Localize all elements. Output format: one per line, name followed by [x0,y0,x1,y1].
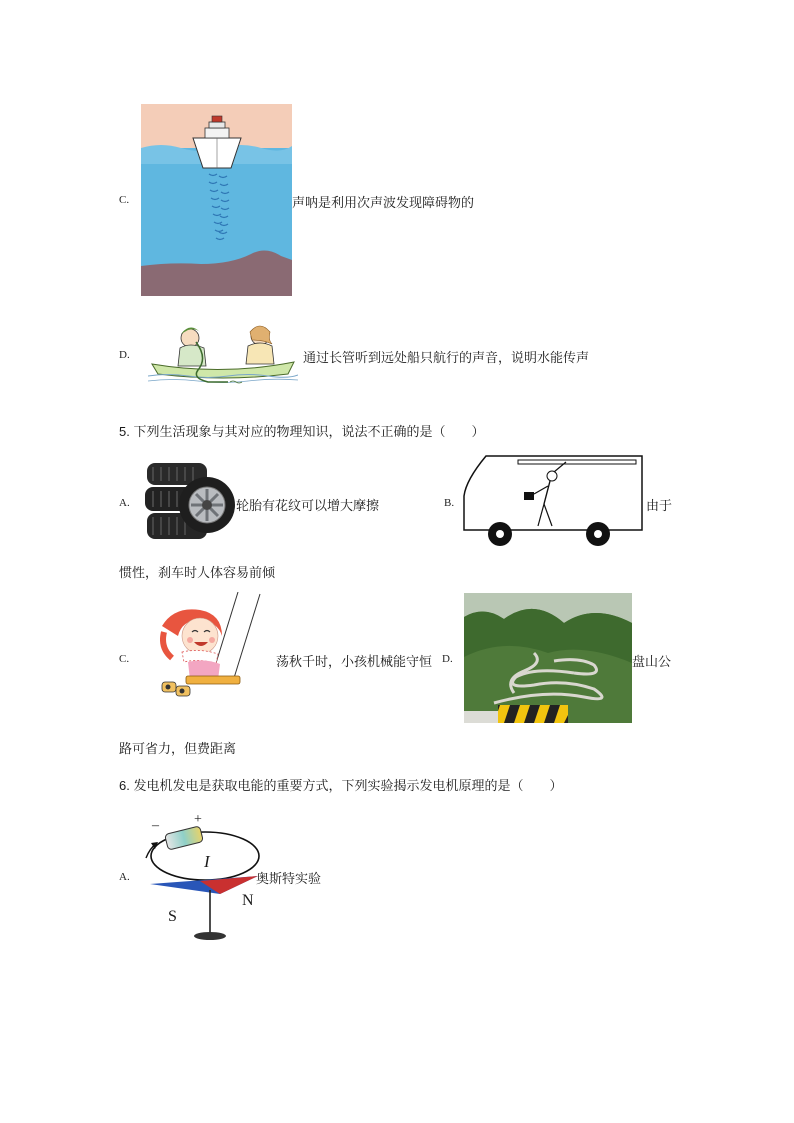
option-c-label: C. [119,194,130,206]
option-d-tube-text: 通过长管听到远处船只航行的声音，说明水能传声 [303,350,590,365]
q5-option-b-text-part1: 由于 [646,498,673,513]
option-c-sonar-text: 声呐是利用次声波发现障碍物的 [292,195,475,210]
current-label: I [204,852,210,871]
battery-minus-sign: – [152,818,159,833]
south-pole-label: S [168,908,177,925]
q5-option-d-text-part1: 盘山公 [632,654,672,669]
oersted-experiment-diagram [140,812,260,944]
boat-listening-image [148,318,298,386]
q5-option-c-label: C. [119,653,130,665]
q6-option-a-label: A. [119,871,130,883]
battery-plus-sign: + [194,812,202,827]
sonar-ship-image [141,104,292,296]
question-5-stem: 5. 下列生活现象与其对应的物理知识，说法不正确的是（ ） [119,424,485,439]
north-pole-label: N [242,892,254,909]
q5-option-b-text-part2: 惯性，刹车时人体容易前倾 [119,565,276,580]
q6-option-a-text: 奥斯特实验 [256,871,322,886]
question-6-stem: 6. 发电机发电是获取电能的重要方式，下列实验揭示发电机原理的是（ ） [119,778,563,793]
q5-option-a-text: 轮胎有花纹可以增大摩擦 [236,498,380,513]
van-braking-image [462,452,644,550]
option-d-label: D. [119,349,130,361]
q5-option-d-label: D. [442,653,453,665]
q5-option-c-text: 荡秋千时，小孩机械能守恒 [276,654,433,669]
tires-image [141,459,236,545]
q5-option-a-label: A. [119,497,130,509]
girl-swing-image [160,592,266,702]
mountain-road-image [464,593,632,723]
q5-option-d-text-part2: 路可省力，但费距离 [119,741,237,756]
q5-option-b-label: B. [444,497,455,509]
